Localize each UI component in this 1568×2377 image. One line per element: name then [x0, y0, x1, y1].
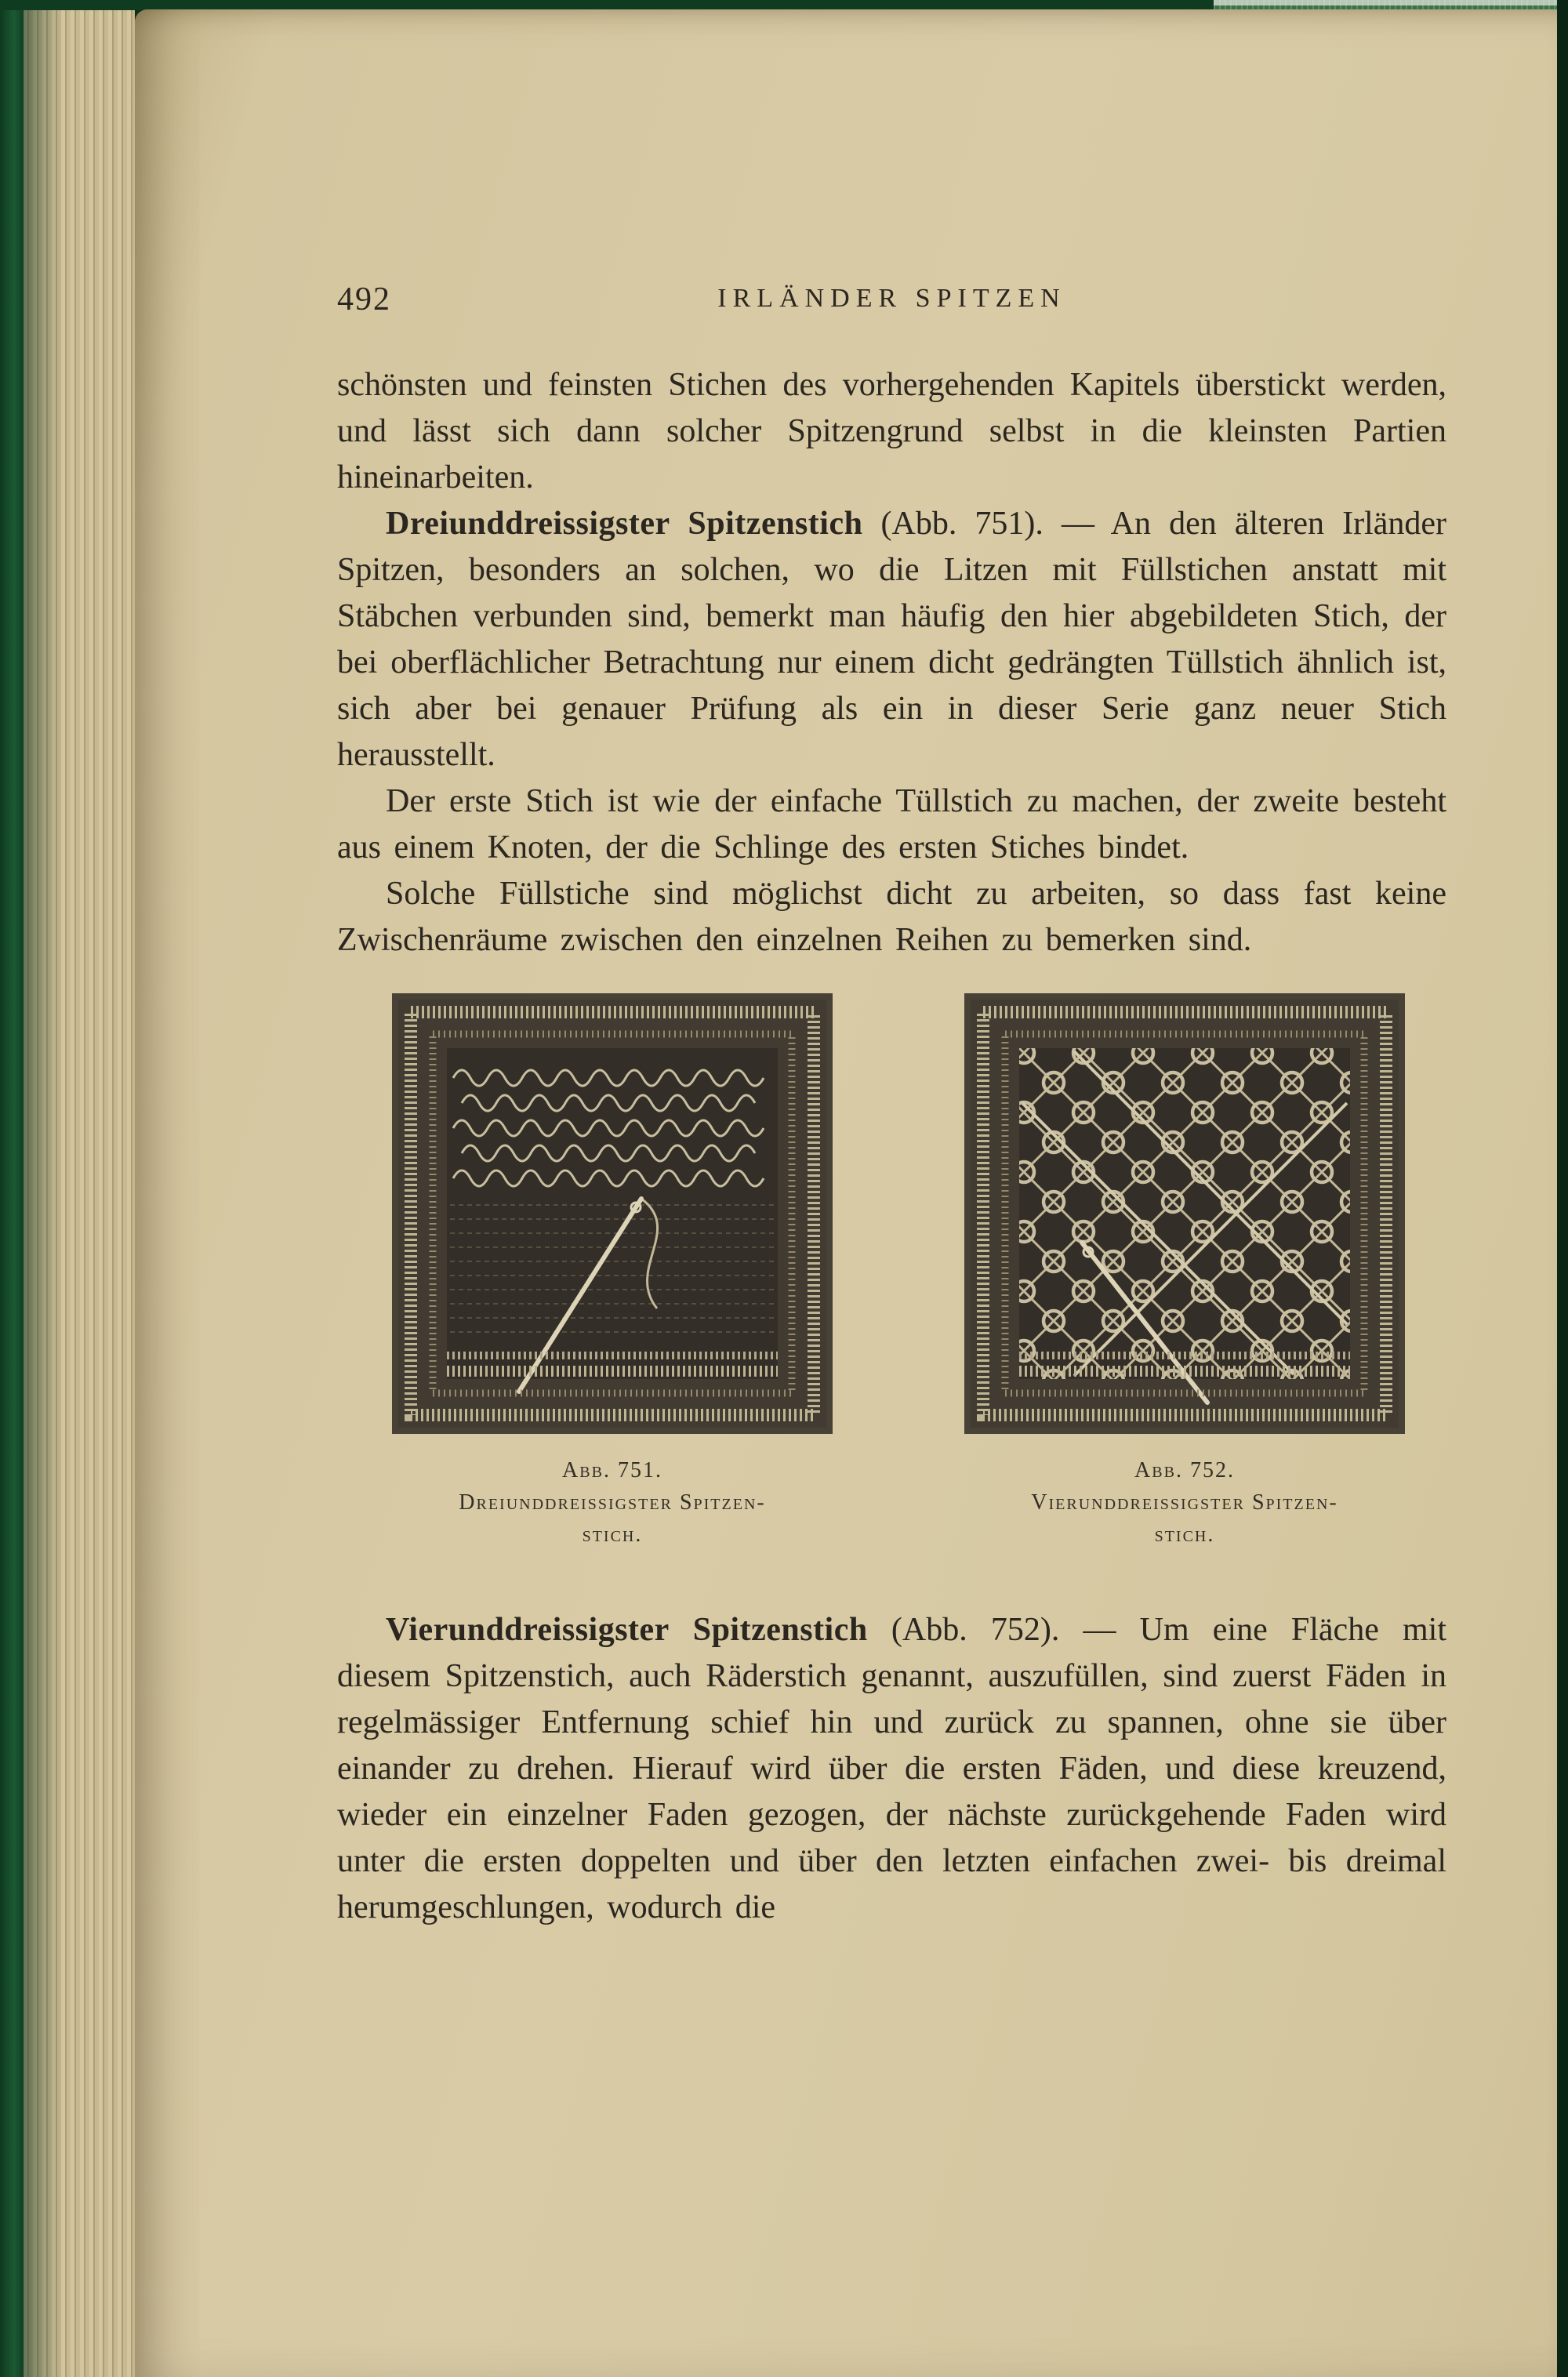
stitch-33-heading: Dreiunddreissigster Spitzenstich [386, 506, 863, 542]
lace-photo-751 [392, 993, 833, 1434]
stitch-34-heading: Vierunddreissigster Spitzenstich [386, 1612, 868, 1648]
paragraph-fill-stitches: Solche Füllstiche sind möglichst dicht zu arbeiten, so dass fast keine Zwischenräume zwischen den einzelnen Reihen zu bemerken sind. [337, 876, 1446, 958]
running-title: IRLÄNDER SPITZEN [717, 284, 1066, 313]
book-spine [0, 0, 24, 2377]
caption-title2-751: stich. [582, 1522, 643, 1547]
page-edges-stack [24, 5, 135, 2377]
figure-caption-751 [392, 1454, 833, 1551]
caption-title2-752: stich. [1154, 1522, 1215, 1547]
caption-number-752: Abb. 752. [1134, 1458, 1235, 1482]
paragraph-first-stitch: Der erste Stich ist wie der einfache Tüllstich zu machen, der zweite besteht aus einem Knoten, der die Schlinge des ersten Stiches bindet. [337, 783, 1446, 866]
figure-caption-752 [964, 1454, 1405, 1551]
paragraph-continuation: schönsten und feinsten Stichen des vorhergehenden Kapitels überstickt werden, und lässt sich dann solcher Spitzengrund selbst in die kleinsten Partien hineinarbeiten. [337, 367, 1446, 495]
page-number: 492 [337, 281, 391, 318]
body-text-after-figures [337, 1607, 1446, 1931]
stitch-33-text: (Abb. 751). — An den älteren Irländer Spitzen, besonders an solchen, wo die Litzen mit Füllstichen anstatt mit Stäbchen verbunden sind, bemerkt man häufig den hier abgebildeten Stich, der bei oberflächlicher Betrachtung nur einem dicht gedrängten Tüllstich ähnlich ist, sich aber bei genauer Prüfung als ein in dieser Serie ganz neuer Stich herausstellt. [337, 506, 1446, 773]
stitch-34-text: (Abb. 752). — Um eine Fläche mit diesem Spitzenstich, auch Räderstich genannt, auszufüllen, sind zuerst Fäden in regelmässiger Entfernung schief hin und zurück zu spannen, ohne sie über einander zu drehen. Hierauf wird über die ersten Fäden, und diese kreuzend, wieder ein einzelner Faden gezogen, der nächste zurückgehende Faden wird unter die ersten doppelten und über den letzten einfachen zwei- bis dreimal herumgeschlungen, wodurch die [337, 1612, 1446, 1925]
paragraph-stitch-33 [337, 501, 1446, 778]
page-header [337, 278, 1446, 321]
figure-751 [392, 993, 833, 1551]
page-content [337, 278, 1446, 1931]
book-cover-right-edge [1557, 0, 1568, 2377]
caption-title-751: Dreiunddreissigster Spitzen- [459, 1490, 766, 1515]
figures-row [337, 993, 1446, 1551]
caption-number-751: Abb. 751. [562, 1458, 662, 1482]
figure-752 [964, 993, 1405, 1551]
body-text [337, 362, 1446, 964]
paragraph-stitch-34 [337, 1607, 1446, 1931]
book-page [135, 9, 1557, 2377]
lace-photo-752 [964, 993, 1405, 1434]
caption-title-752: Vierunddreissigster Spitzen- [1031, 1490, 1338, 1515]
